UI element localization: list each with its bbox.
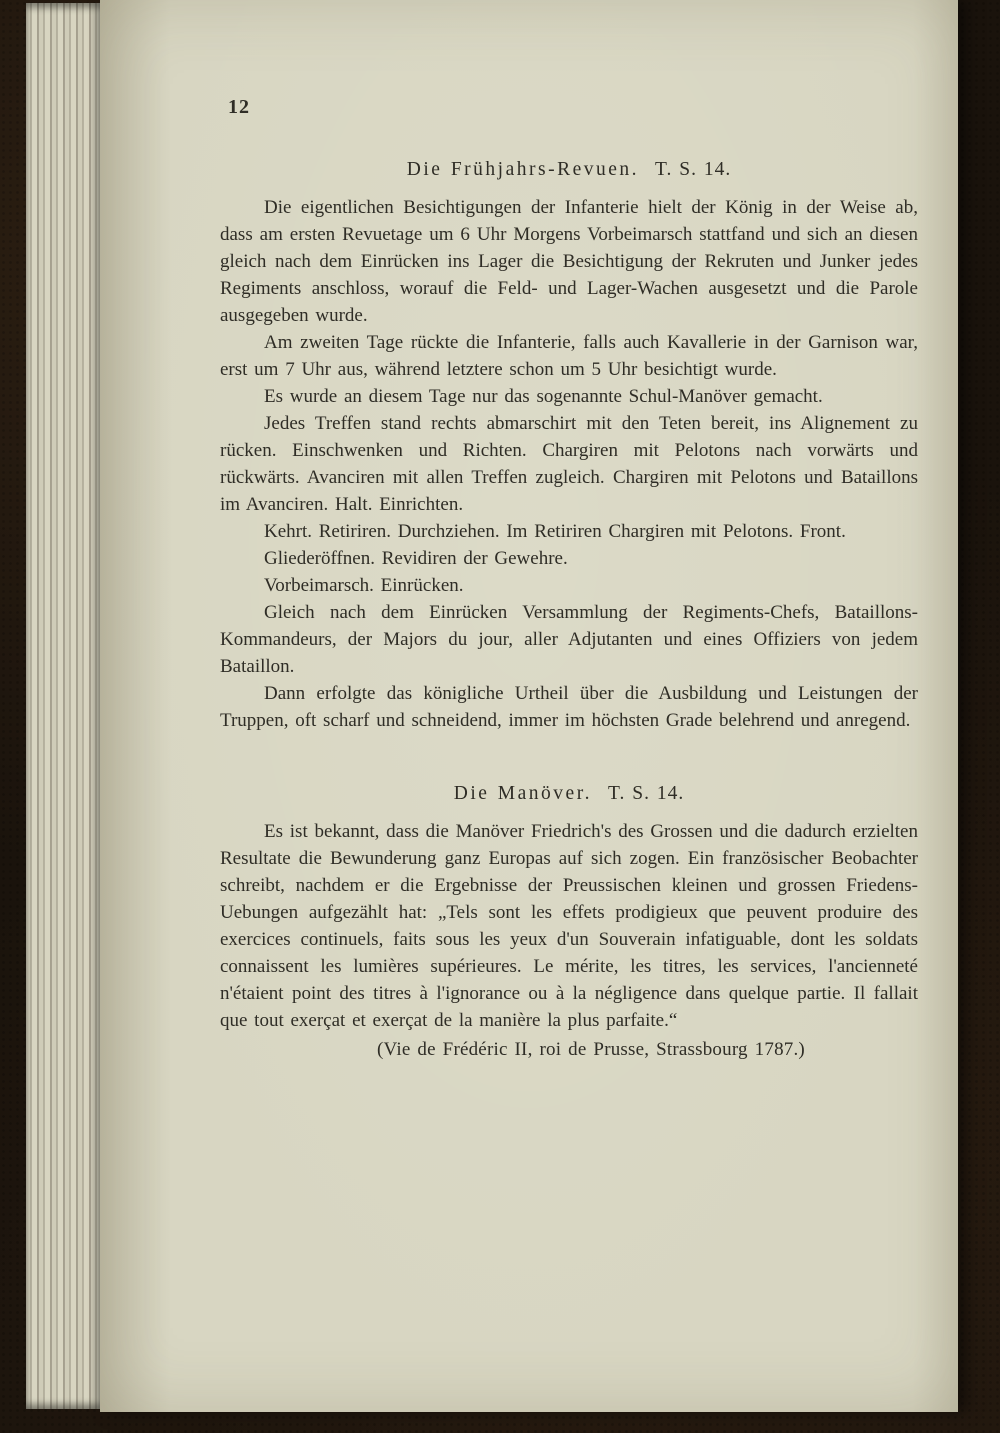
paragraph: Vorbeimarsch. Einrücken. <box>264 575 464 596</box>
paragraph: Es ist bekannt, dass die Manöver Friedrich's des Grossen und die dadurch erzielten Resultate die Bewunderung ganz Europas auf sich zogen. Ein französischer Beobachter schreibt, nachdem er die Ergebnisse der Preussischen kleinen und grossen Friedens-Uebungen aufgezählt hat: „Tels sont les effets prodigieux que peuvent produire des exercices continuels, faits sous les yeux d'un Souverain infatiguable, dont les soldats connaissent les lumières supérieures. Le mérite, les titres, les services, l'ancienneté n'étaient point des titres à l'ignorance ou à la négligence dans quelque partie. Il fallait que tout exerçat et exerçat de la manière la plus parfaite.“ <box>220 821 918 1031</box>
paragraph: Jedes Treffen stand rechts abmarschirt mit den Teten bereit, ins Alignement zu rücken. Einschwenken und Richten. Chargiren mit Pelotons nach vorwärts und rückwärts. Avanciren mit allen Treffen zugleich. Chargiren mit Pelotons und Bataillons im Avanciren. Halt. Einrichten. <box>220 413 918 515</box>
book-page <box>100 0 958 1412</box>
text-block <box>220 156 918 1063</box>
paragraph: Am zweiten Tage rückte die Infanterie, falls auch Kavallerie in der Garnison war, erst um 7 Uhr aus, während letztere schon um 5 Uhr besichtigt wurde. <box>220 332 918 380</box>
section-heading-reference: T. S. 14. <box>608 783 685 804</box>
paragraph: Gleich nach dem Einrücken Versammlung der Regiments-Chefs, Bataillons-Kommandeurs, der Majors du jour, aller Adjutanten und eines Offiziers von jedem Bataillon. <box>220 602 918 677</box>
paragraph: Die eigentlichen Besichtigungen der Infanterie hielt der König in der Weise ab, dass am ersten Revuetage um 6 Uhr Morgens Vorbeimarsch stattfand und sich an diesen gleich nach dem Einrücken ins Lager die Besichtigung der Rekruten und Junker jedes Regiments anschloss, worauf die Feld- und Lager-Wachen ausgesetzt und die Parole ausgegeben wurde. <box>220 197 918 326</box>
section-heading <box>220 780 918 807</box>
citation-line: (Vie de Frédéric II, roi de Prusse, Strassbourg 1787.) <box>377 1039 805 1060</box>
page-edge-stack <box>26 3 104 1409</box>
paragraph: Kehrt. Retiriren. Durchziehen. Im Retiriren Chargiren mit Pelotons. Front. <box>264 521 846 542</box>
page-number: 12 <box>228 96 250 118</box>
section-manoever <box>220 780 918 1063</box>
section-heading-reference: T. S. 14. <box>655 159 732 180</box>
section-heading-title: Die Manöver. <box>453 783 593 804</box>
paragraph: Es wurde an diesem Tage nur das sogenannte Schul-Manöver gemacht. <box>264 386 823 407</box>
section-heading-title: Die Frühjahrs-Revuen. <box>406 159 640 180</box>
paragraph: Gliederöffnen. Revidiren der Gewehre. <box>264 548 568 569</box>
section-fruehjahrs-revuen <box>220 156 918 734</box>
section-heading <box>220 156 918 183</box>
paragraph: Dann erfolgte das königliche Urtheil über die Ausbildung und Leistungen der Truppen, oft scharf und schneidend, immer im höchsten Grade belehrend und anregend. <box>220 683 918 731</box>
